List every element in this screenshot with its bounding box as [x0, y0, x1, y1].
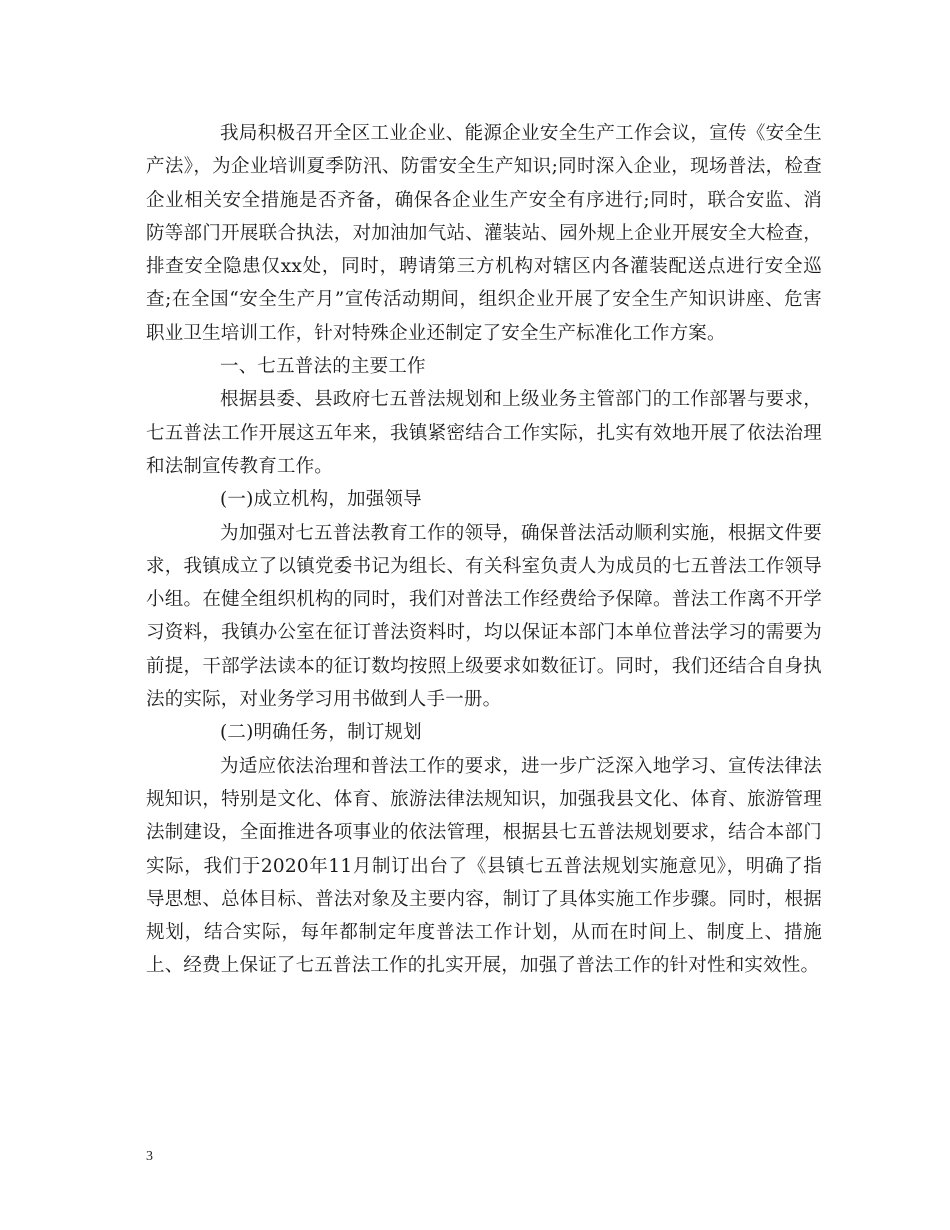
paragraph-safety-production: 我局积极召开全区工业企业、能源企业安全生产工作会议，宣传《安全生产法》，为企业培训夏季防汛、防雷安全生产知识;同时深入企业，现场普法，检查企业相关安全措施是否齐备，确保各企业生产安全有序进行;同时，联合安监、消防等部门开展联合执法，对加油加气站、灌装站、园外规上企业开展安全大检查，排查安全隐患仅xx处，同时，聘请第三方机构对辖区内各灌装配送点进行安全巡查;在全国“安全生产月”宣传活动期间，组织企业开展了安全生产知识讲座、危害职业卫生培训工作，针对特殊企业还制定了安全生产标准化工作方案。 — [146, 123, 822, 344]
paragraph-leadership: 为加强对七五普法教育工作的领导，确保普法活动顺利实施，根据文件要求，我镇成立了以镇党委书记为组长、有关科室负责人为成员的七五普法工作领导小组。在健全组织机构的同时，我们对普法工作经费给予保障。普法工作离不开学习资料，我镇办公室在征订普法资料时，均以保证本部门本单位普法学习的需要为前提，干部学法读本的征订数均按照上级要求如数征订。同时，我们还结合自身执法的实际，对业务学习用书做到人手一册。 — [146, 522, 822, 711]
subsection-heading-planning: (二)明确任务，制订规划 — [220, 722, 422, 744]
subsection-heading-leadership: (一)成立机构，加强领导 — [220, 489, 422, 511]
section-heading-main-work: 一、七五普法的主要工作 — [220, 356, 426, 378]
document-body — [146, 117, 822, 983]
page-number: 3 — [146, 1149, 153, 1164]
paragraph-planning: 为适应依法治理和普法工作的要求，进一步广泛深入地学习、宣传法律法规知识，特别是文化、体育、旅游法律法规知识，加强我县文化、体育、旅游管理法制建设，全面推进各项事业的依法管理，根据县七五普法规划要求，结合本部门实际，我们于2020年11月制订出台了《县镇七五普法规划实施意见》，明确了指导思想、总体目标、普法对象及主要内容，制订了具体实施工作步骤。同时，根据规划，结合实际，每年都制定年度普法工作计划，从而在时间上、制度上、措施上、经费上保证了七五普法工作的扎实开展，加强了普法工作的针对性和实效性。 — [146, 755, 822, 977]
paragraph-work-overview: 根据县委、县政府七五普法规划和上级业务主管部门的工作部署与要求，七五普法工作开展这五年来，我镇紧密结合工作实际，扎实有效地开展了依法治理和法制宣传教育工作。 — [146, 389, 822, 477]
